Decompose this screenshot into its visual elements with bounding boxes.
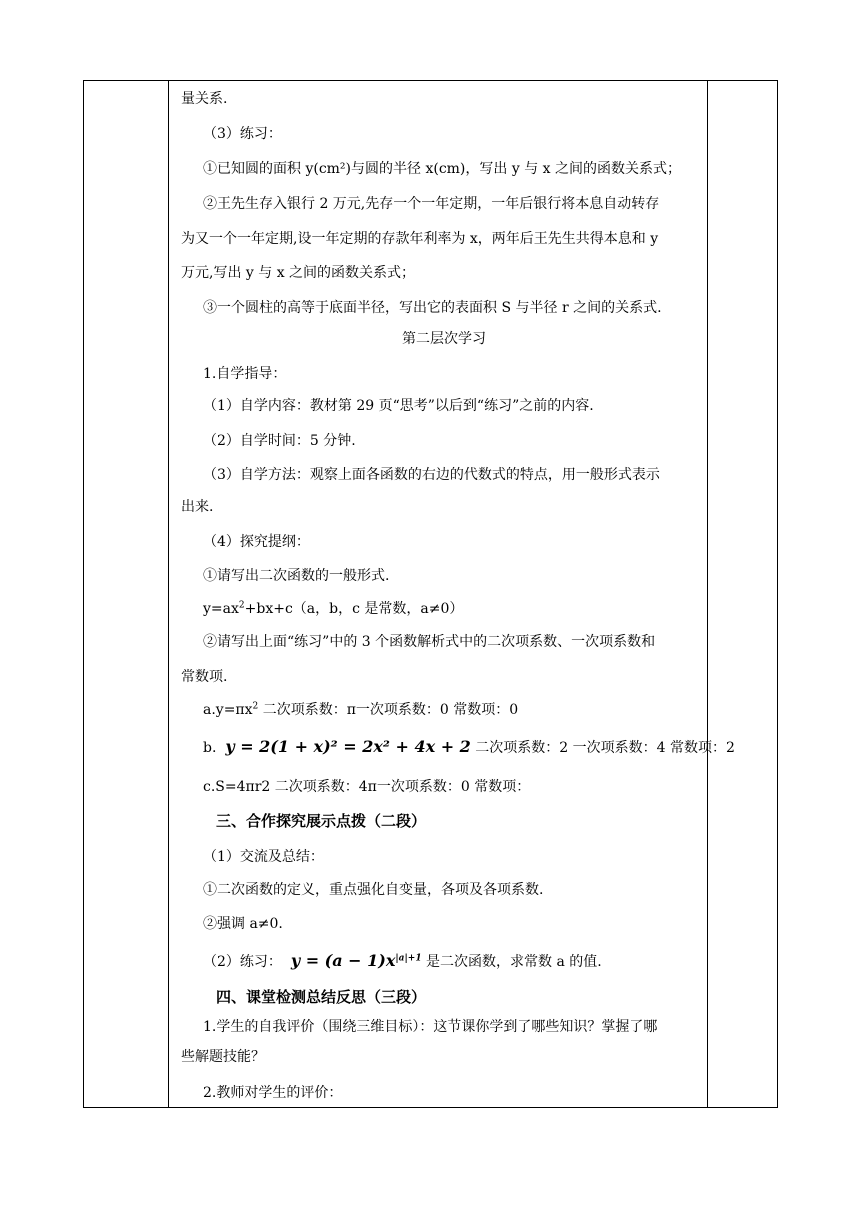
text-line: （4）探究提纲： [203,534,310,550]
text-line: ②请写出上面“练习”中的 3 个函数解析式中的二次项系数、一次项系数和 [203,634,656,650]
text-line: ①请写出二次函数的一般形式. [203,568,390,584]
text-line: 常数项. [181,669,228,685]
text-line: 1.自学指导： [203,366,287,382]
section-heading: 三、合作探究展示点拨（二段） [216,812,427,830]
text-line: （1）自学内容：教材第 29 页“思考”以后到“练习”之前的内容. [203,398,594,414]
text-line: c.S=4πr2 二次项系数：4π一次项系数：0 常数项： [203,779,531,795]
text-line: 出来. [181,499,214,515]
formula-line: （2）练习： $y = (a - 1)x^{|a|+1}$ 是二次函数，求常数 a 的值. [203,951,602,970]
text-line: （1）交流及总结： [203,849,324,865]
equation: y = (a − 1)x [290,951,396,970]
lesson-table [83,80,778,1108]
text-line: ①已知圆的面积 y(cm²)与圆的半径 x(cm)，写出 y 与 x 之间的函数关系式； [203,161,682,177]
text-line: ①二次函数的定义，重点强化自变量，各项及各项系数. [203,882,544,898]
text-line: （2）自学时间：5 分钟. [203,433,356,449]
section-subtitle: 第二层次学习 [402,331,486,347]
equation: y = 2(1 + x)² = 2x² + 4x + 2 [225,737,471,756]
text-line: ②王先生存入银行 2 万元,先存一个一年定期，一年后银行将本息自动转存 [203,196,660,212]
column-divider-right [707,81,708,1107]
text-line: 万元,写出 y 与 x 之间的函数关系式； [181,265,416,281]
text-line: 些解题技能？ [181,1049,265,1065]
column-divider-left [168,81,169,1107]
formula-line: $y=ax^2+bx+c(a$，b，c 是常数，a≠0） [203,600,464,617]
text-line: （3）自学方法：观察上面各函数的右边的代数式的特点，用一般形式表示 [203,467,660,483]
formula-line: b. y = 2(1 + x)² = 2x² + 4x + 2 二次项系数：2 一次项系数：4 常数项：2 [203,737,735,756]
text-line: ②强调 a≠0. [203,916,283,932]
section-heading: 四、课堂检测总结反思（三段） [216,988,427,1006]
text-line: 2.教师对学生的评价： [203,1085,343,1101]
text-line: $a.y=\pi x^2$ 二次项系数：π一次项系数：0 常数项：0 [203,701,519,718]
text-line: 1.学生的自我评价（围绕三维目标）：这节课你学到了哪些知识？掌握了哪 [203,1019,658,1035]
text-line: 量关系. [181,91,228,107]
text-line: （3）练习： [203,126,282,142]
text-line: ③一个圆柱的高等于底面半径，写出它的表面积 S 与半径 r 之间的关系式. [203,300,662,316]
text-line: 为又一个一年定期,设一年定期的存款年利率为 x，两年后王先生共得本息和 y [181,231,659,247]
